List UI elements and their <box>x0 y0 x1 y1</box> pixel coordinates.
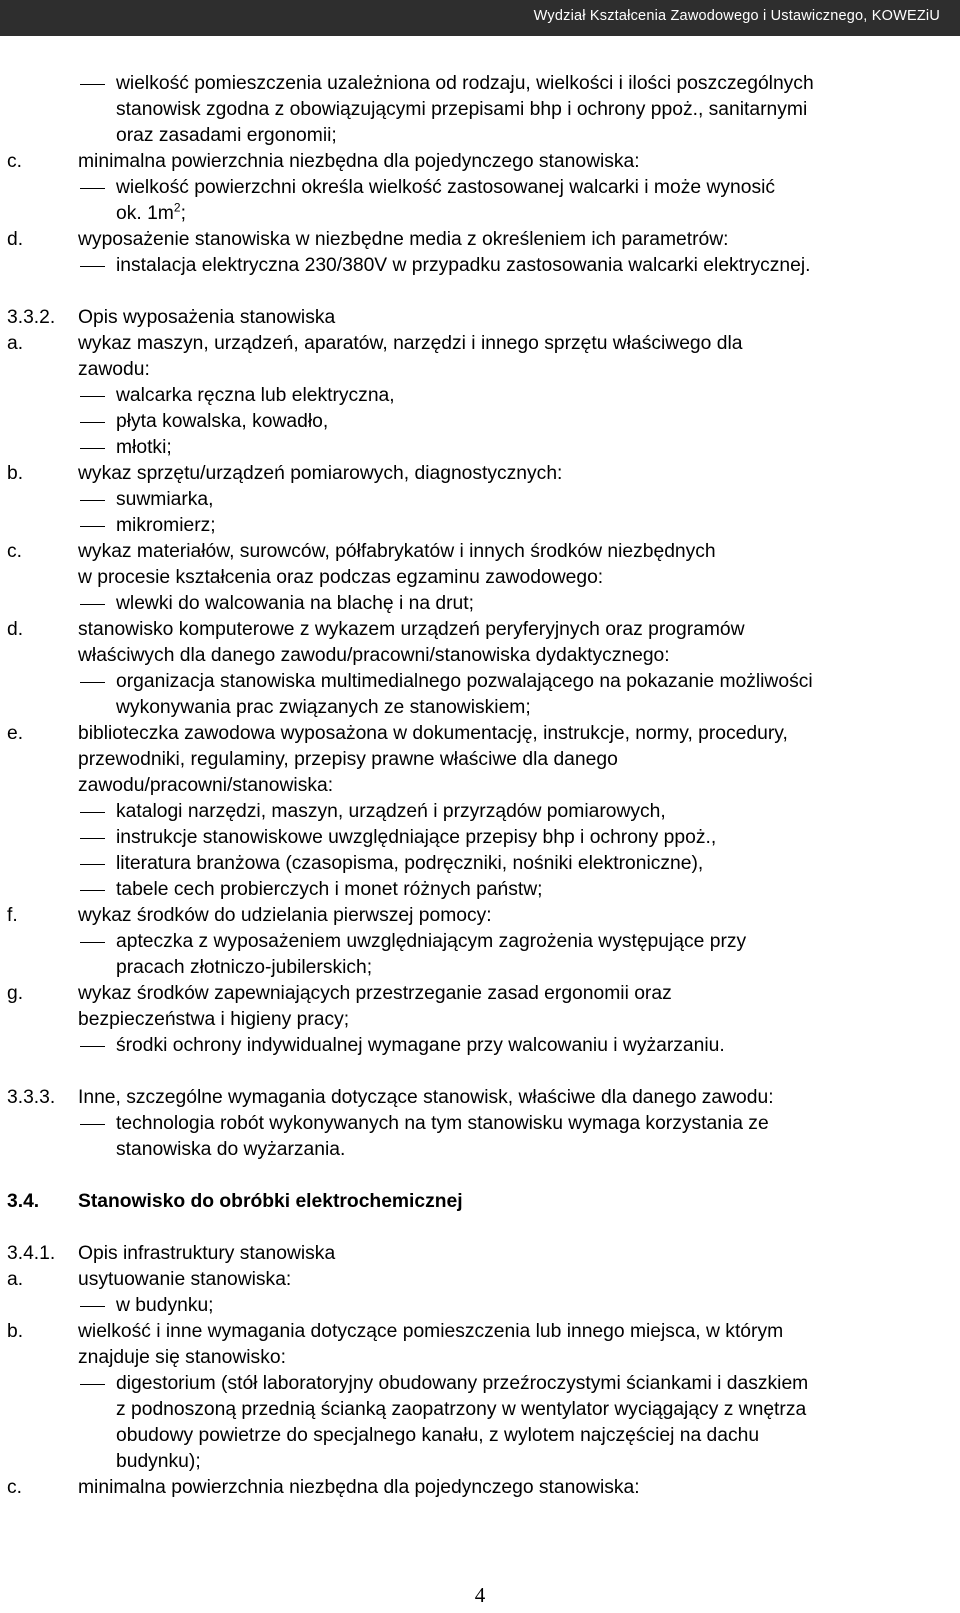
body-line: ok. $1m^2$; <box>116 200 186 224</box>
dash-bullet <box>80 890 105 891</box>
section-title: Opis wyposażenia stanowiska <box>78 307 336 328</box>
body-line: przewodniki, regulaminy, przepisy prawne właściwe dla danego <box>78 749 618 770</box>
list-marker: f. <box>7 905 18 926</box>
body-line: zawodu/pracowni/stanowiska: <box>78 775 334 796</box>
dash-bullet <box>80 604 105 605</box>
dash-bullet <box>80 1384 105 1385</box>
body-line: znajduje się stanowisko: <box>78 1347 286 1368</box>
body-line: wykaz środków zapewniających przestrzeganie zasad ergonomii oraz <box>78 983 672 1004</box>
dash-bullet <box>80 188 105 189</box>
dash-bullet <box>80 812 105 813</box>
section-title: Opis infrastruktury stanowiska <box>78 1243 336 1264</box>
section-heading: Stanowisko do obróbki elektrochemicznej <box>78 1191 463 1212</box>
body-line: wielkość powierzchni określa wielkość zastosowanej walcarki i może wynosić <box>116 177 776 198</box>
body-line: tabele cech probierczych i monet różnych państw; <box>116 879 543 900</box>
body-line: organizacja stanowiska multimedialnego pozwalającego na pokazanie możliwości <box>116 671 813 692</box>
body-line: wykaz sprzętu/urządzeń pomiarowych, diagnostycznych: <box>78 463 563 484</box>
body-line: w procesie kształcenia oraz podczas egzaminu zawodowego: <box>78 567 604 588</box>
body-line: zawodu: <box>78 359 150 380</box>
dash-bullet <box>80 500 105 501</box>
list-marker: b. <box>7 463 24 484</box>
list-marker: a. <box>7 1269 24 1290</box>
body-line: usytuowanie stanowiska: <box>78 1269 292 1290</box>
body-line: płyta kowalska, kowadło, <box>116 411 329 432</box>
body-line: wyposażenie stanowiska w niezbędne media z określeniem ich parametrów: <box>78 229 729 250</box>
body-line: suwmiarka, <box>116 489 214 510</box>
list-marker: d. <box>7 619 24 640</box>
list-marker: d. <box>7 229 24 250</box>
body-line: w budynku; <box>116 1295 214 1316</box>
list-marker: g. <box>7 983 24 1004</box>
dash-bullet <box>80 838 105 839</box>
section-number: 3.3.3. <box>7 1087 56 1108</box>
body-line: oraz zasadami ergonomii; <box>116 125 337 146</box>
dash-bullet <box>80 396 105 397</box>
section-number: 3.3.2. <box>7 307 56 328</box>
body-line: wielkość pomieszczenia uzależniona od rodzaju, wielkości i ilości poszczególnych <box>116 73 814 94</box>
list-marker: b. <box>7 1321 24 1342</box>
header-title: Wydział Kształcenia Zawodowego i Ustawicznego, KOWEZiU <box>533 8 940 24</box>
body-line: minimalna powierzchnia niezbędna dla pojedynczego stanowiska: <box>78 151 640 172</box>
body-line: stanowisko komputerowe z wykazem urządzeń peryferyjnych oraz programów <box>78 619 745 640</box>
list-marker: a. <box>7 333 24 354</box>
body-line: wykonywania prac związanych ze stanowiskiem; <box>116 697 531 718</box>
section-number: 3.4.1. <box>7 1243 56 1264</box>
body-line: minimalna powierzchnia niezbędna dla pojedynczego stanowiska: <box>78 1477 640 1498</box>
body-line: bezpieczeństwa i higieny pracy; <box>78 1009 350 1030</box>
body-line: walcarka ręczna lub elektryczna, <box>116 385 395 406</box>
dash-bullet <box>80 942 105 943</box>
body-line: mikromierz; <box>116 515 216 536</box>
body-line: wykaz materiałów, surowców, półfabrykatów i innych środków niezbędnych <box>78 541 716 562</box>
body-line: środki ochrony indywidualnej wymagane przy walcowaniu i wyżarzaniu. <box>116 1035 725 1056</box>
dash-bullet <box>80 864 105 865</box>
dash-bullet <box>80 266 105 267</box>
body-line: wlewki do walcowania na blachę i na drut; <box>116 593 474 614</box>
dash-bullet <box>80 1046 105 1047</box>
body-line: instalacja elektryczna 230/380V w przypadku zastosowania walcarki elektrycznej. <box>116 255 811 276</box>
dash-bullet <box>80 682 105 683</box>
body-line: wykaz maszyn, urządzeń, aparatów, narzędzi i innego sprzętu właściwego dla <box>78 333 743 354</box>
dash-bullet <box>80 1306 105 1307</box>
list-marker: c. <box>7 151 22 172</box>
body-line: właściwych dla danego zawodu/pracowni/stanowiska dydaktycznego: <box>78 645 670 666</box>
dash-bullet <box>80 526 105 527</box>
body-line: wielkość i inne wymagania dotyczące pomieszczenia lub innego miejsca, w którym <box>78 1321 784 1342</box>
body-line: literatura branżowa (czasopisma, podręczniki, nośniki elektroniczne), <box>116 853 704 874</box>
body-line: katalogi narzędzi, maszyn, urządzeń i przyrządów pomiarowych, <box>116 801 666 822</box>
body-line: digestorium (stół laboratoryjny obudowany przeźroczystymi ściankami i daszkiem <box>116 1373 809 1394</box>
body-line: z podnoszoną przednią ścianką zaopatrzony w wentylator wyciągający z wnętrza <box>116 1399 807 1420</box>
body-line: apteczka z wyposażeniem uwzględniającym zagrożenia występujące przy <box>116 931 747 952</box>
body-line: stanowisk zgodna z obowiązującymi przepisami bhp i ochrony ppoż., sanitarnymi <box>116 99 808 120</box>
body-line: młotki; <box>116 437 172 458</box>
dash-bullet <box>80 448 105 449</box>
dash-bullet <box>80 84 105 85</box>
body-line: obudowy powietrze do specjalnego kanału, z wylotem najczęściej na dachu <box>116 1425 760 1446</box>
list-marker: c. <box>7 1477 22 1498</box>
dash-bullet <box>80 1124 105 1125</box>
section-number: 3.4. <box>7 1191 40 1212</box>
body-line: pracach złotniczo-jubilerskich; <box>116 957 373 978</box>
dash-bullet <box>80 422 105 423</box>
list-marker: e. <box>7 723 24 744</box>
body-line: budynku); <box>116 1451 201 1472</box>
list-marker: c. <box>7 541 22 562</box>
document-header-bar <box>0 0 960 36</box>
body-line: biblioteczka zawodowa wyposażona w dokumentację, instrukcje, normy, procedury, <box>78 723 788 744</box>
body-line: instrukcje stanowiskowe uwzględniające przepisy bhp i ochrony ppoż., <box>116 827 717 848</box>
section-title: Inne, szczególne wymagania dotyczące stanowisk, właściwe dla danego zawodu: <box>78 1087 774 1108</box>
body-line: stanowiska do wyżarzania. <box>116 1139 346 1160</box>
body-line: wykaz środków do udzielania pierwszej pomocy: <box>78 905 492 926</box>
page-number: 4 <box>474 1583 486 1607</box>
body-line: technologia robót wykonywanych na tym stanowisku wymaga korzystania ze <box>116 1113 769 1134</box>
